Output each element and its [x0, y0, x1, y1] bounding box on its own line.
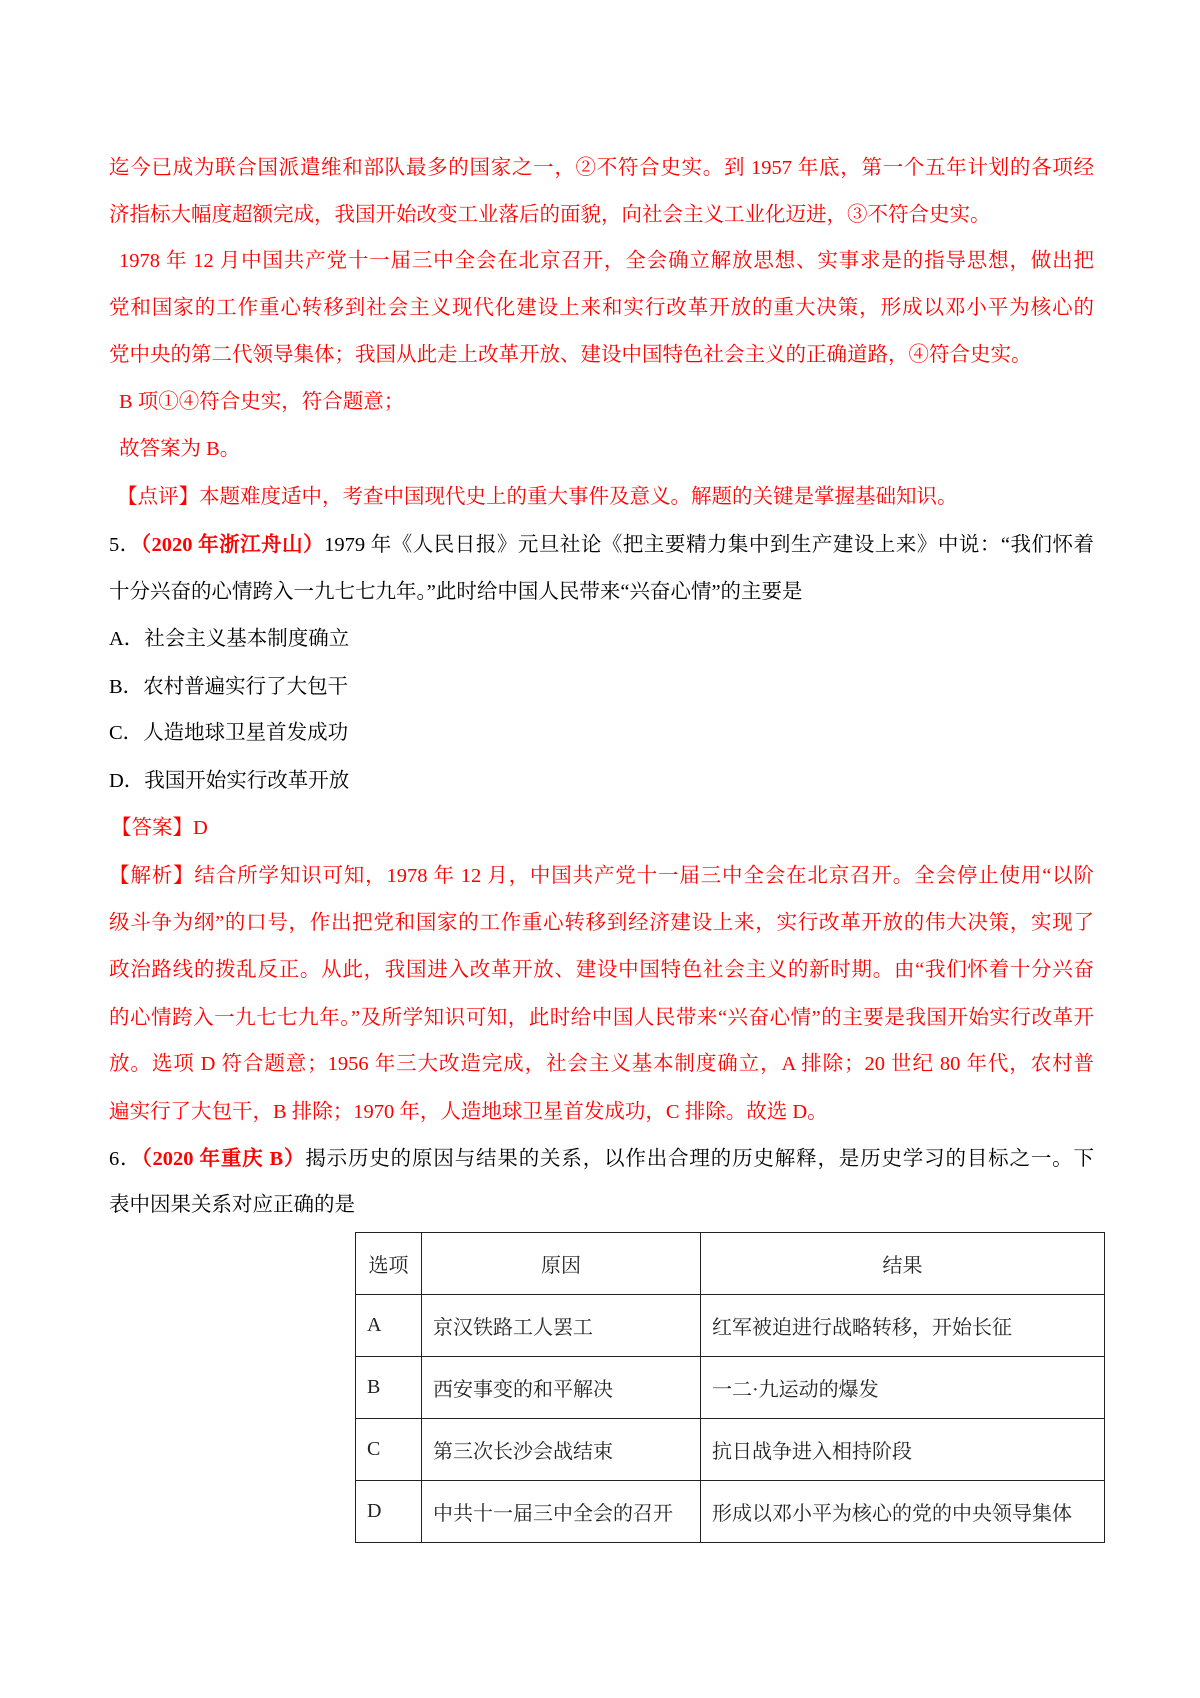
question-stem: 十分兴奋的心情跨入一九七七九年。”此时给中国人民带来“兴奋心情”的主要是	[109, 581, 803, 603]
analysis-line: 的心情跨入一九七七九年。”及所学知识可知，此时给中国人民带来“兴奋心情”的主要是我国开始实行改革开	[109, 1007, 1094, 1029]
header-result: 结果	[701, 1233, 1105, 1295]
cell-cause: 第三次长沙会战结束	[422, 1419, 701, 1481]
comment-text: 【点评】本题难度适中，考查中国现代史上的重大事件及意义。解题的关键是掌握基础知识。	[117, 486, 958, 508]
cell-result: 形成以邓小平为核心的党的中央领导集体	[701, 1481, 1105, 1543]
question-5-stem	[109, 530, 1094, 560]
cell-result: 红军被迫进行战略转移，开始长征	[701, 1295, 1105, 1357]
option-c: C．人造地球卫星首发成功	[109, 722, 349, 744]
cause-effect-table	[355, 1232, 1105, 1543]
analysis-line: 党中央的第二代领导集体；我国从此走上改革开放、建设中国特色社会主义的正确道路，④符合史实。	[109, 344, 1032, 366]
analysis-line: 党和国家的工作重心转移到社会主义现代化建设上来和实行改革开放的重大决策，形成以邓小平为核心的	[109, 297, 1094, 319]
analysis-line: B 项①④符合史实，符合题意；	[119, 391, 405, 413]
cell-cause: 西安事变的和平解决	[422, 1357, 701, 1419]
header-option: 选项	[356, 1233, 422, 1295]
cell-option: C	[356, 1419, 422, 1481]
analysis-line: 故答案为 B。	[119, 438, 241, 460]
cell-option: D	[356, 1481, 422, 1543]
option-b: B．农村普遍实行了大包干	[109, 676, 349, 698]
analysis-line: 级斗争为纲”的口号，作出把党和国家的工作重心转移到经济建设上来，实行改革开放的伟大决策，实现了	[109, 912, 1094, 934]
analysis-line: 遍实行了大包干，B 排除；1970 年，人造地球卫星首发成功，C 排除。故选 D。	[109, 1101, 828, 1123]
table-header-row	[356, 1233, 1105, 1295]
table-row	[356, 1295, 1105, 1357]
question-stem: 1979 年《人民日报》元旦社论《把主要精力集中到生产建设上来》中说：“我们怀着	[324, 534, 1095, 556]
question-6-stem	[109, 1144, 1094, 1174]
cell-option: A	[356, 1295, 422, 1357]
option-a: A．社会主义基本制度确立	[109, 628, 350, 650]
cell-result: 抗日战争进入相持阶段	[701, 1419, 1105, 1481]
question-source: （2020 年重庆 B）	[141, 1148, 306, 1170]
table-row	[356, 1419, 1105, 1481]
header-cause: 原因	[422, 1233, 701, 1295]
analysis-line: 济指标大幅度超额完成，我国开始改变工业落后的面貌，向社会主义工业化迈进，③不符合史实。	[109, 204, 991, 226]
cell-option: B	[356, 1357, 422, 1419]
cell-result: 一二·九运动的爆发	[701, 1357, 1105, 1419]
question-source: （2020 年浙江舟山）	[140, 534, 325, 556]
question-number: 5．	[109, 534, 141, 556]
analysis-line: 迄今已成为联合国派遣维和部队最多的国家之一，②不符合史实。到 1957 年底，第一个五年计划的各项经	[109, 157, 1094, 179]
analysis-line: 政治路线的拨乱反正。从此，我国进入改革开放、建设中国特色社会主义的新时期。由“我们怀着十分兴奋	[109, 959, 1094, 981]
question-stem: 表中因果关系对应正确的是	[109, 1194, 355, 1216]
cell-cause: 京汉铁路工人罢工	[422, 1295, 701, 1357]
cell-cause: 中共十一届三中全会的召开	[422, 1481, 701, 1543]
question-stem: 揭示历史的原因与结果的关系，以作出合理的历史解释，是历史学习的目标之一。下	[305, 1148, 1095, 1170]
option-d: D．我国开始实行改革开放	[109, 770, 350, 792]
analysis-line: 【解析】结合所学知识可知，1978 年 12 月，中国共产党十一届三中全会在北京召开。全会停止使用“以阶	[109, 865, 1094, 887]
table-row	[356, 1481, 1105, 1543]
table-row	[356, 1357, 1105, 1419]
question-number: 6．	[109, 1148, 142, 1170]
analysis-line: 1978 年 12 月中国共产党十一届三中全会在北京召开，全会确立解放思想、实事求是的指导思想，做出把	[119, 250, 1094, 272]
answer: 【答案】D	[111, 817, 208, 839]
analysis-line: 放。选项 D 符合题意；1956 年三大改造完成，社会主义基本制度确立，A 排除；20 世纪 80 年代，农村普	[109, 1053, 1094, 1075]
